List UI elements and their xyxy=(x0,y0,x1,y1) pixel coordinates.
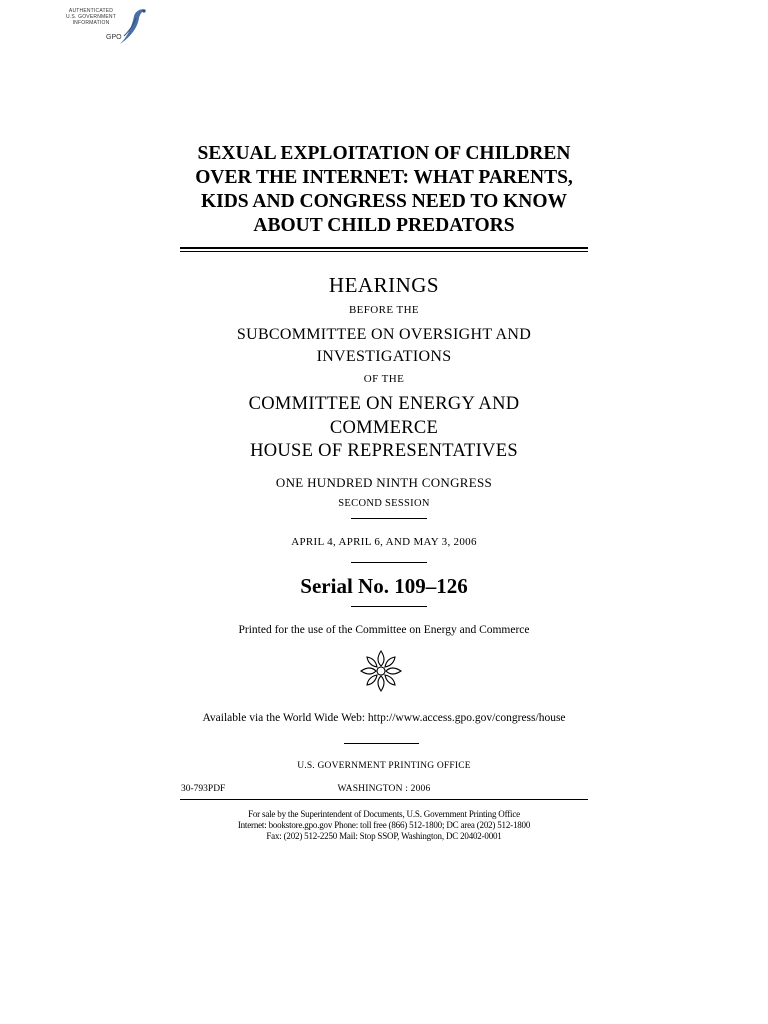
committee-line: COMMITTEE ON ENERGY AND xyxy=(248,394,520,414)
sale-line: Fax: (202) 512-2250 Mail: Stop SSOP, Washington, DC 20402-0001 xyxy=(266,831,502,841)
printing-office-label: U.S. GOVERNMENT PRINTING OFFICE xyxy=(297,761,471,771)
committee-line: HOUSE OF REPRESENTATIVES xyxy=(250,441,518,461)
title-line: ABOUT CHILD PREDATORS xyxy=(253,215,515,236)
session-label: SECOND SESSION xyxy=(338,498,430,509)
hearing-dates: APRIL 4, APRIL 6, AND MAY 3, 2006 xyxy=(291,536,477,548)
session-rule xyxy=(351,518,427,519)
sale-line: Internet: bookstore.gpo.gov Phone: toll free (866) 512-1800; DC area (202) 512-1800 xyxy=(237,820,531,830)
logo-gpo: GPO xyxy=(106,34,122,41)
serial-rule xyxy=(351,606,427,607)
gpo-seal-icon xyxy=(358,648,404,694)
bottom-rule xyxy=(180,799,588,800)
authenticated-logo xyxy=(60,6,150,48)
hearings-heading: HEARINGS xyxy=(328,273,440,297)
logo-line: U.S. GOVERNMENT xyxy=(66,14,116,20)
washington-label: WASHINGTON : 2006 xyxy=(337,784,431,794)
logo-text xyxy=(60,8,122,26)
serial-number: Serial No. 109–126 xyxy=(300,574,468,598)
title-rule xyxy=(180,247,588,249)
document-id: 30-793PDF xyxy=(181,784,226,794)
dates-rule xyxy=(351,562,427,563)
sale-info xyxy=(0,809,768,842)
title-rule-thin xyxy=(180,251,588,252)
title-line: SEXUAL EXPLOITATION OF CHILDREN xyxy=(197,143,571,164)
eagle-icon xyxy=(114,6,150,48)
subcommittee-line: INVESTIGATIONS xyxy=(316,348,452,365)
subcommittee-line: SUBCOMMITTEE ON OVERSIGHT AND xyxy=(236,326,532,343)
subcommittee-name xyxy=(0,324,768,368)
of-the-label: OF THE xyxy=(363,373,405,385)
logo-line: INFORMATION xyxy=(72,20,110,26)
printed-for-note: Printed for the use of the Committee on Energy and Commerce xyxy=(238,624,530,636)
sale-line: For sale by the Superintendent of Documents, U.S. Government Printing Office xyxy=(248,809,520,819)
logo-line: AUTHENTICATED xyxy=(68,8,114,14)
title-line: OVER THE INTERNET: WHAT PARENTS, xyxy=(195,167,573,188)
committee-name xyxy=(0,393,768,464)
congress-label: ONE HUNDRED NINTH CONGRESS xyxy=(275,475,493,490)
availability-note: Available via the World Wide Web: http://www.access.gpo.gov/congress/house xyxy=(202,712,566,724)
document-title xyxy=(0,142,768,238)
title-line: KIDS AND CONGRESS NEED TO KNOW xyxy=(200,191,568,212)
committee-line: COMMERCE xyxy=(329,417,439,438)
available-rule xyxy=(344,743,419,744)
before-the-label: BEFORE THE xyxy=(348,304,420,316)
